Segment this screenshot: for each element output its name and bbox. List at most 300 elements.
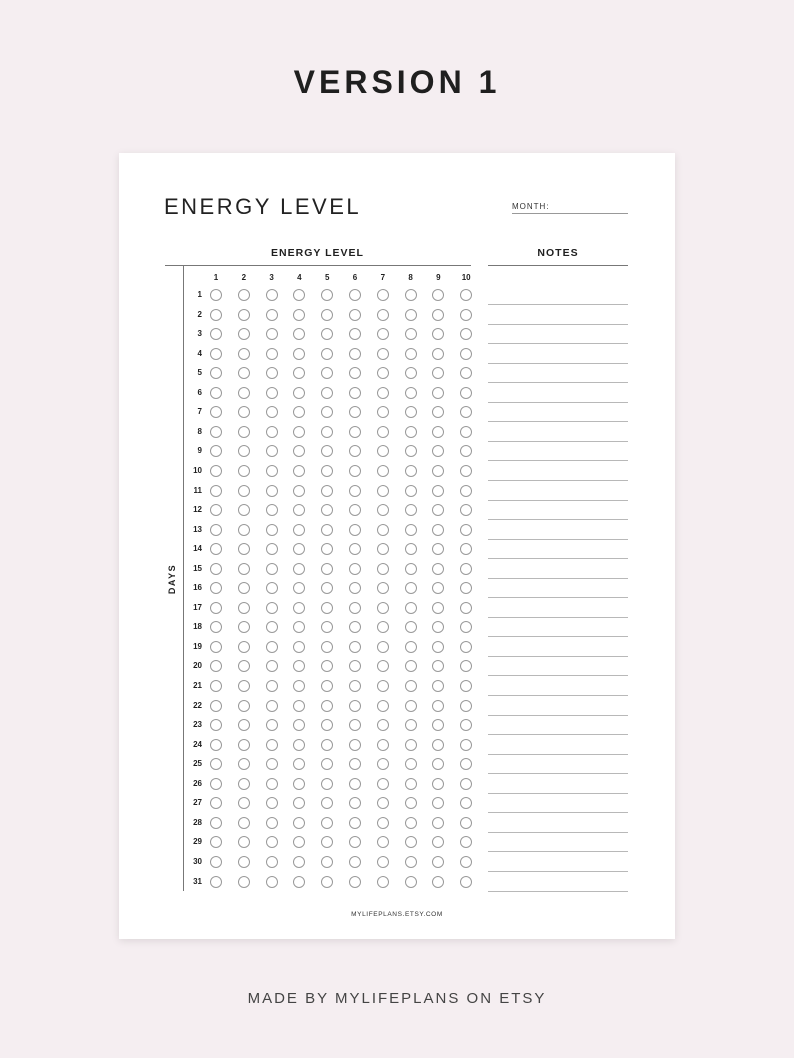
energy-bubble[interactable] — [266, 739, 278, 751]
note-line[interactable] — [488, 871, 628, 872]
energy-bubble[interactable] — [405, 543, 417, 555]
energy-bubble[interactable] — [432, 797, 444, 809]
energy-bubble[interactable] — [405, 836, 417, 848]
energy-bubble[interactable] — [460, 680, 472, 692]
energy-bubble[interactable] — [210, 641, 222, 653]
energy-bubble[interactable] — [460, 602, 472, 614]
energy-bubble[interactable] — [432, 856, 444, 868]
energy-bubble[interactable] — [210, 524, 222, 536]
energy-bubble[interactable] — [377, 582, 389, 594]
energy-bubble[interactable] — [432, 426, 444, 438]
energy-bubble[interactable] — [349, 856, 361, 868]
energy-bubble[interactable] — [238, 602, 250, 614]
energy-bubble[interactable] — [377, 485, 389, 497]
energy-bubble[interactable] — [349, 445, 361, 457]
energy-bubble[interactable] — [321, 543, 333, 555]
energy-bubble[interactable] — [210, 563, 222, 575]
energy-bubble[interactable] — [349, 309, 361, 321]
energy-bubble[interactable] — [210, 700, 222, 712]
energy-bubble[interactable] — [405, 485, 417, 497]
energy-bubble[interactable] — [377, 504, 389, 516]
energy-bubble[interactable] — [432, 876, 444, 888]
energy-bubble[interactable] — [293, 563, 305, 575]
energy-bubble[interactable] — [432, 621, 444, 633]
energy-bubble[interactable] — [405, 367, 417, 379]
energy-bubble[interactable] — [349, 660, 361, 672]
energy-bubble[interactable] — [377, 387, 389, 399]
energy-bubble[interactable] — [460, 504, 472, 516]
energy-bubble[interactable] — [210, 719, 222, 731]
energy-bubble[interactable] — [349, 563, 361, 575]
energy-bubble[interactable] — [321, 817, 333, 829]
energy-bubble[interactable] — [349, 836, 361, 848]
energy-bubble[interactable] — [460, 309, 472, 321]
energy-bubble[interactable] — [377, 328, 389, 340]
energy-bubble[interactable] — [321, 856, 333, 868]
energy-bubble[interactable] — [321, 465, 333, 477]
energy-bubble[interactable] — [238, 543, 250, 555]
energy-bubble[interactable] — [210, 778, 222, 790]
energy-bubble[interactable] — [266, 700, 278, 712]
energy-bubble[interactable] — [238, 465, 250, 477]
energy-bubble[interactable] — [266, 836, 278, 848]
energy-bubble[interactable] — [266, 621, 278, 633]
energy-bubble[interactable] — [266, 524, 278, 536]
energy-bubble[interactable] — [349, 328, 361, 340]
energy-bubble[interactable] — [405, 582, 417, 594]
note-line[interactable] — [488, 382, 628, 383]
energy-bubble[interactable] — [293, 348, 305, 360]
energy-bubble[interactable] — [210, 856, 222, 868]
energy-bubble[interactable] — [293, 504, 305, 516]
energy-bubble[interactable] — [266, 289, 278, 301]
energy-bubble[interactable] — [321, 876, 333, 888]
energy-bubble[interactable] — [405, 719, 417, 731]
energy-bubble[interactable] — [405, 621, 417, 633]
energy-bubble[interactable] — [432, 367, 444, 379]
energy-bubble[interactable] — [432, 504, 444, 516]
energy-bubble[interactable] — [349, 387, 361, 399]
energy-bubble[interactable] — [293, 621, 305, 633]
energy-bubble[interactable] — [377, 739, 389, 751]
energy-bubble[interactable] — [349, 289, 361, 301]
energy-bubble[interactable] — [349, 758, 361, 770]
energy-bubble[interactable] — [460, 797, 472, 809]
energy-bubble[interactable] — [377, 641, 389, 653]
energy-bubble[interactable] — [238, 348, 250, 360]
energy-bubble[interactable] — [460, 817, 472, 829]
energy-bubble[interactable] — [349, 641, 361, 653]
energy-bubble[interactable] — [293, 758, 305, 770]
energy-bubble[interactable] — [321, 660, 333, 672]
energy-bubble[interactable] — [238, 309, 250, 321]
energy-bubble[interactable] — [293, 367, 305, 379]
energy-bubble[interactable] — [210, 445, 222, 457]
energy-bubble[interactable] — [460, 582, 472, 594]
energy-bubble[interactable] — [321, 524, 333, 536]
energy-bubble[interactable] — [321, 309, 333, 321]
energy-bubble[interactable] — [238, 621, 250, 633]
note-line[interactable] — [488, 304, 628, 305]
energy-bubble[interactable] — [293, 543, 305, 555]
energy-bubble[interactable] — [321, 719, 333, 731]
energy-bubble[interactable] — [405, 856, 417, 868]
energy-bubble[interactable] — [460, 289, 472, 301]
energy-bubble[interactable] — [349, 621, 361, 633]
energy-bubble[interactable] — [405, 660, 417, 672]
energy-bubble[interactable] — [460, 836, 472, 848]
energy-bubble[interactable] — [460, 543, 472, 555]
energy-bubble[interactable] — [210, 739, 222, 751]
energy-bubble[interactable] — [293, 445, 305, 457]
energy-bubble[interactable] — [238, 445, 250, 457]
note-line[interactable] — [488, 812, 628, 813]
energy-bubble[interactable] — [321, 758, 333, 770]
energy-bubble[interactable] — [266, 856, 278, 868]
energy-bubble[interactable] — [266, 328, 278, 340]
note-line[interactable] — [488, 558, 628, 559]
energy-bubble[interactable] — [238, 660, 250, 672]
energy-bubble[interactable] — [377, 426, 389, 438]
energy-bubble[interactable] — [321, 348, 333, 360]
note-line[interactable] — [488, 851, 628, 852]
note-line[interactable] — [488, 734, 628, 735]
energy-bubble[interactable] — [238, 836, 250, 848]
energy-bubble[interactable] — [405, 348, 417, 360]
note-line[interactable] — [488, 324, 628, 325]
energy-bubble[interactable] — [377, 758, 389, 770]
energy-bubble[interactable] — [293, 328, 305, 340]
energy-bubble[interactable] — [432, 328, 444, 340]
energy-bubble[interactable] — [460, 641, 472, 653]
energy-bubble[interactable] — [432, 836, 444, 848]
note-line[interactable] — [488, 519, 628, 520]
note-line[interactable] — [488, 754, 628, 755]
energy-bubble[interactable] — [321, 367, 333, 379]
energy-bubble[interactable] — [210, 621, 222, 633]
note-line[interactable] — [488, 578, 628, 579]
energy-bubble[interactable] — [210, 465, 222, 477]
energy-bubble[interactable] — [321, 563, 333, 575]
energy-bubble[interactable] — [432, 778, 444, 790]
energy-bubble[interactable] — [432, 641, 444, 653]
energy-bubble[interactable] — [238, 700, 250, 712]
energy-bubble[interactable] — [293, 406, 305, 418]
note-line[interactable] — [488, 597, 628, 598]
energy-bubble[interactable] — [349, 426, 361, 438]
energy-bubble[interactable] — [349, 485, 361, 497]
energy-bubble[interactable] — [266, 719, 278, 731]
energy-bubble[interactable] — [293, 602, 305, 614]
energy-bubble[interactable] — [321, 641, 333, 653]
energy-bubble[interactable] — [321, 426, 333, 438]
energy-bubble[interactable] — [238, 680, 250, 692]
energy-bubble[interactable] — [238, 485, 250, 497]
energy-bubble[interactable] — [460, 719, 472, 731]
energy-bubble[interactable] — [405, 797, 417, 809]
note-line[interactable] — [488, 793, 628, 794]
energy-bubble[interactable] — [349, 719, 361, 731]
energy-bubble[interactable] — [321, 582, 333, 594]
energy-bubble[interactable] — [432, 739, 444, 751]
energy-bubble[interactable] — [432, 719, 444, 731]
note-line[interactable] — [488, 773, 628, 774]
energy-bubble[interactable] — [238, 758, 250, 770]
energy-bubble[interactable] — [321, 602, 333, 614]
energy-bubble[interactable] — [349, 543, 361, 555]
energy-bubble[interactable] — [293, 426, 305, 438]
energy-bubble[interactable] — [293, 856, 305, 868]
energy-bubble[interactable] — [349, 465, 361, 477]
energy-bubble[interactable] — [377, 836, 389, 848]
note-line[interactable] — [488, 617, 628, 618]
energy-bubble[interactable] — [460, 563, 472, 575]
energy-bubble[interactable] — [460, 739, 472, 751]
energy-bubble[interactable] — [377, 719, 389, 731]
energy-bubble[interactable] — [293, 582, 305, 594]
energy-bubble[interactable] — [238, 406, 250, 418]
energy-bubble[interactable] — [321, 778, 333, 790]
energy-bubble[interactable] — [460, 426, 472, 438]
energy-bubble[interactable] — [293, 641, 305, 653]
energy-bubble[interactable] — [210, 309, 222, 321]
energy-bubble[interactable] — [432, 543, 444, 555]
energy-bubble[interactable] — [266, 465, 278, 477]
energy-bubble[interactable] — [238, 641, 250, 653]
energy-bubble[interactable] — [377, 524, 389, 536]
energy-bubble[interactable] — [266, 797, 278, 809]
energy-bubble[interactable] — [321, 700, 333, 712]
energy-bubble[interactable] — [349, 367, 361, 379]
energy-bubble[interactable] — [405, 758, 417, 770]
energy-bubble[interactable] — [377, 602, 389, 614]
energy-bubble[interactable] — [321, 621, 333, 633]
energy-bubble[interactable] — [349, 602, 361, 614]
energy-bubble[interactable] — [460, 485, 472, 497]
energy-bubble[interactable] — [377, 445, 389, 457]
energy-bubble[interactable] — [293, 778, 305, 790]
energy-bubble[interactable] — [377, 465, 389, 477]
energy-bubble[interactable] — [238, 328, 250, 340]
energy-bubble[interactable] — [349, 797, 361, 809]
energy-bubble[interactable] — [405, 700, 417, 712]
energy-bubble[interactable] — [377, 700, 389, 712]
energy-bubble[interactable] — [293, 465, 305, 477]
energy-bubble[interactable] — [266, 876, 278, 888]
energy-bubble[interactable] — [266, 426, 278, 438]
energy-bubble[interactable] — [293, 876, 305, 888]
energy-bubble[interactable] — [432, 387, 444, 399]
energy-bubble[interactable] — [210, 836, 222, 848]
energy-bubble[interactable] — [377, 543, 389, 555]
energy-bubble[interactable] — [238, 817, 250, 829]
energy-bubble[interactable] — [321, 485, 333, 497]
energy-bubble[interactable] — [349, 817, 361, 829]
energy-bubble[interactable] — [266, 367, 278, 379]
energy-bubble[interactable] — [321, 289, 333, 301]
energy-bubble[interactable] — [266, 660, 278, 672]
energy-bubble[interactable] — [377, 817, 389, 829]
note-line[interactable] — [488, 636, 628, 637]
note-line[interactable] — [488, 460, 628, 461]
energy-bubble[interactable] — [238, 426, 250, 438]
energy-bubble[interactable] — [405, 387, 417, 399]
energy-bubble[interactable] — [349, 348, 361, 360]
energy-bubble[interactable] — [210, 328, 222, 340]
energy-bubble[interactable] — [405, 465, 417, 477]
energy-bubble[interactable] — [210, 387, 222, 399]
energy-bubble[interactable] — [210, 680, 222, 692]
energy-bubble[interactable] — [321, 836, 333, 848]
energy-bubble[interactable] — [266, 445, 278, 457]
energy-bubble[interactable] — [405, 309, 417, 321]
energy-bubble[interactable] — [349, 406, 361, 418]
energy-bubble[interactable] — [293, 524, 305, 536]
energy-bubble[interactable] — [432, 817, 444, 829]
energy-bubble[interactable] — [210, 660, 222, 672]
energy-bubble[interactable] — [349, 680, 361, 692]
energy-bubble[interactable] — [460, 328, 472, 340]
energy-bubble[interactable] — [238, 563, 250, 575]
note-line[interactable] — [488, 500, 628, 501]
energy-bubble[interactable] — [432, 563, 444, 575]
energy-bubble[interactable] — [210, 758, 222, 770]
energy-bubble[interactable] — [266, 778, 278, 790]
energy-bubble[interactable] — [321, 406, 333, 418]
energy-bubble[interactable] — [266, 504, 278, 516]
energy-bubble[interactable] — [266, 680, 278, 692]
energy-bubble[interactable] — [238, 739, 250, 751]
energy-bubble[interactable] — [377, 778, 389, 790]
energy-bubble[interactable] — [460, 856, 472, 868]
energy-bubble[interactable] — [377, 367, 389, 379]
energy-bubble[interactable] — [266, 543, 278, 555]
energy-bubble[interactable] — [460, 778, 472, 790]
energy-bubble[interactable] — [321, 387, 333, 399]
energy-bubble[interactable] — [460, 465, 472, 477]
energy-bubble[interactable] — [405, 328, 417, 340]
energy-bubble[interactable] — [377, 289, 389, 301]
energy-bubble[interactable] — [432, 445, 444, 457]
energy-bubble[interactable] — [432, 582, 444, 594]
energy-bubble[interactable] — [432, 348, 444, 360]
energy-bubble[interactable] — [405, 426, 417, 438]
energy-bubble[interactable] — [266, 758, 278, 770]
energy-bubble[interactable] — [238, 367, 250, 379]
energy-bubble[interactable] — [460, 524, 472, 536]
energy-bubble[interactable] — [377, 563, 389, 575]
energy-bubble[interactable] — [238, 876, 250, 888]
energy-bubble[interactable] — [293, 836, 305, 848]
energy-bubble[interactable] — [266, 348, 278, 360]
energy-bubble[interactable] — [432, 680, 444, 692]
note-line[interactable] — [488, 539, 628, 540]
energy-bubble[interactable] — [405, 680, 417, 692]
energy-bubble[interactable] — [293, 485, 305, 497]
energy-bubble[interactable] — [349, 524, 361, 536]
energy-bubble[interactable] — [321, 445, 333, 457]
energy-bubble[interactable] — [238, 289, 250, 301]
energy-bubble[interactable] — [405, 876, 417, 888]
energy-bubble[interactable] — [405, 504, 417, 516]
energy-bubble[interactable] — [432, 309, 444, 321]
energy-bubble[interactable] — [377, 660, 389, 672]
energy-bubble[interactable] — [293, 660, 305, 672]
energy-bubble[interactable] — [432, 758, 444, 770]
note-line[interactable] — [488, 891, 628, 892]
energy-bubble[interactable] — [321, 680, 333, 692]
energy-bubble[interactable] — [377, 876, 389, 888]
note-line[interactable] — [488, 715, 628, 716]
energy-bubble[interactable] — [432, 524, 444, 536]
energy-bubble[interactable] — [432, 660, 444, 672]
energy-bubble[interactable] — [293, 719, 305, 731]
energy-bubble[interactable] — [238, 582, 250, 594]
energy-bubble[interactable] — [405, 524, 417, 536]
energy-bubble[interactable] — [266, 641, 278, 653]
energy-bubble[interactable] — [293, 739, 305, 751]
energy-bubble[interactable] — [377, 621, 389, 633]
energy-bubble[interactable] — [405, 445, 417, 457]
energy-bubble[interactable] — [210, 348, 222, 360]
energy-bubble[interactable] — [210, 602, 222, 614]
energy-bubble[interactable] — [405, 406, 417, 418]
note-line[interactable] — [488, 675, 628, 676]
energy-bubble[interactable] — [238, 504, 250, 516]
energy-bubble[interactable] — [266, 309, 278, 321]
energy-bubble[interactable] — [210, 504, 222, 516]
energy-bubble[interactable] — [293, 289, 305, 301]
energy-bubble[interactable] — [210, 582, 222, 594]
energy-bubble[interactable] — [349, 504, 361, 516]
energy-bubble[interactable] — [293, 680, 305, 692]
energy-bubble[interactable] — [293, 797, 305, 809]
note-line[interactable] — [488, 832, 628, 833]
energy-bubble[interactable] — [460, 387, 472, 399]
energy-bubble[interactable] — [210, 817, 222, 829]
energy-bubble[interactable] — [238, 778, 250, 790]
energy-bubble[interactable] — [238, 524, 250, 536]
energy-bubble[interactable] — [266, 485, 278, 497]
energy-bubble[interactable] — [460, 758, 472, 770]
energy-bubble[interactable] — [432, 485, 444, 497]
energy-bubble[interactable] — [377, 406, 389, 418]
energy-bubble[interactable] — [349, 739, 361, 751]
energy-bubble[interactable] — [377, 348, 389, 360]
energy-bubble[interactable] — [210, 406, 222, 418]
energy-bubble[interactable] — [377, 680, 389, 692]
energy-bubble[interactable] — [210, 485, 222, 497]
energy-bubble[interactable] — [405, 602, 417, 614]
energy-bubble[interactable] — [377, 309, 389, 321]
energy-bubble[interactable] — [349, 876, 361, 888]
energy-bubble[interactable] — [293, 387, 305, 399]
energy-bubble[interactable] — [405, 289, 417, 301]
energy-bubble[interactable] — [405, 778, 417, 790]
energy-bubble[interactable] — [266, 582, 278, 594]
energy-bubble[interactable] — [405, 641, 417, 653]
energy-bubble[interactable] — [405, 739, 417, 751]
energy-bubble[interactable] — [293, 817, 305, 829]
energy-bubble[interactable] — [266, 602, 278, 614]
note-line[interactable] — [488, 421, 628, 422]
energy-bubble[interactable] — [210, 289, 222, 301]
energy-bubble[interactable] — [377, 797, 389, 809]
energy-bubble[interactable] — [349, 778, 361, 790]
note-line[interactable] — [488, 363, 628, 364]
energy-bubble[interactable] — [460, 876, 472, 888]
energy-bubble[interactable] — [266, 406, 278, 418]
